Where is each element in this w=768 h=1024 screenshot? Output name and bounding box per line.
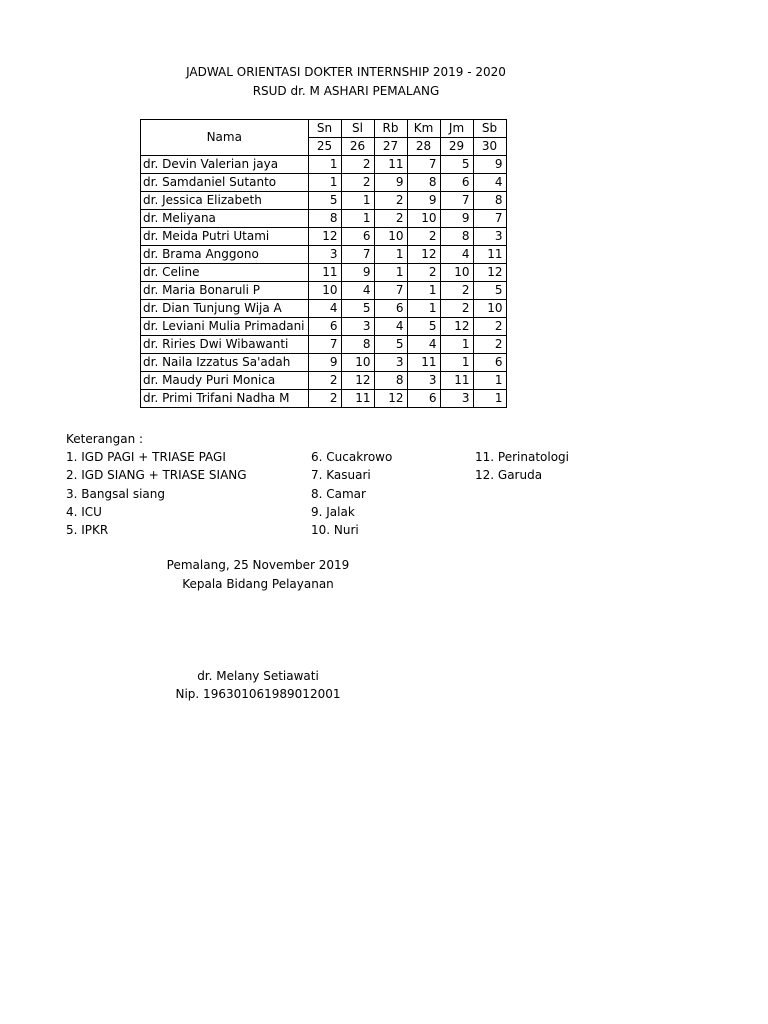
assignment-cell: 3: [374, 354, 407, 372]
assignment-cell: 7: [308, 336, 341, 354]
assignment-cell: 2: [341, 156, 374, 174]
assignment-cell: 12: [308, 228, 341, 246]
day-header: Sl: [341, 120, 374, 138]
assignment-cell: 8: [374, 372, 407, 390]
assignment-cell: 2: [308, 390, 341, 408]
assignment-cell: 7: [473, 210, 506, 228]
day-header: Rb: [374, 120, 407, 138]
assignment-cell: 3: [440, 390, 473, 408]
legend-item: 8. Camar: [311, 487, 366, 501]
assignment-cell: 9: [341, 264, 374, 282]
assignment-cell: 12: [341, 372, 374, 390]
assignment-cell: 4: [473, 174, 506, 192]
legend-title: Keterangan :: [66, 432, 144, 446]
assignment-cell: 2: [407, 264, 440, 282]
assignment-cell: 6: [440, 174, 473, 192]
assignment-cell: 6: [407, 390, 440, 408]
table-row: [141, 156, 507, 174]
table-row: [141, 282, 507, 300]
legend-item: 11. Perinatologi: [475, 450, 569, 464]
assignment-cell: 12: [407, 246, 440, 264]
assignment-cell: 1: [473, 390, 506, 408]
assignment-cell: 8: [308, 210, 341, 228]
date-header: 28: [407, 138, 440, 156]
assignment-cell: 10: [473, 300, 506, 318]
table-row: [141, 210, 507, 228]
assignment-cell: 1: [341, 192, 374, 210]
assignment-cell: 1: [374, 246, 407, 264]
assignment-cell: 2: [440, 282, 473, 300]
assignment-cell: 10: [440, 264, 473, 282]
name-column-header: Nama: [141, 120, 309, 156]
assignment-cell: 2: [341, 174, 374, 192]
assignment-cell: 3: [341, 318, 374, 336]
legend-item: 12. Garuda: [475, 468, 543, 482]
assignment-cell: 4: [407, 336, 440, 354]
assignment-cell: 9: [407, 192, 440, 210]
assignment-cell: 11: [407, 354, 440, 372]
schedule-table-body: [141, 156, 507, 408]
signatory-nip: Nip. 196301061989012001: [175, 687, 341, 701]
assignment-cell: 2: [374, 192, 407, 210]
assignment-cell: 8: [440, 228, 473, 246]
assignment-cell: 12: [473, 264, 506, 282]
assignment-cell: 6: [308, 318, 341, 336]
legend-item: 5. IPKR: [66, 523, 109, 537]
day-header: Sb: [473, 120, 506, 138]
table-row: [141, 318, 507, 336]
assignment-cell: 7: [374, 282, 407, 300]
assignment-cell: 7: [341, 246, 374, 264]
assignment-cell: 8: [473, 192, 506, 210]
table-row: [141, 228, 507, 246]
assignment-cell: 8: [341, 336, 374, 354]
doctor-name-cell: dr. Brama Anggono: [141, 246, 309, 264]
doctor-name-cell: dr. Samdaniel Sutanto: [141, 174, 309, 192]
assignment-cell: 1: [341, 210, 374, 228]
table-header-row-days: [141, 120, 507, 138]
doctor-name-cell: dr. Devin Valerian jaya: [141, 156, 309, 174]
assignment-cell: 11: [341, 390, 374, 408]
assignment-cell: 1: [440, 354, 473, 372]
assignment-cell: 5: [308, 192, 341, 210]
doctor-name-cell: dr. Dian Tunjung Wija A: [141, 300, 309, 318]
assignment-cell: 7: [407, 156, 440, 174]
assignment-cell: 6: [374, 300, 407, 318]
assignment-cell: 3: [473, 228, 506, 246]
day-header: Sn: [308, 120, 341, 138]
doctor-name-cell: dr. Primi Trifani Nadha M: [141, 390, 309, 408]
schedule-table: [140, 119, 507, 408]
assignment-cell: 10: [341, 354, 374, 372]
assignment-cell: 1: [473, 372, 506, 390]
legend-item: 1. IGD PAGI + TRIASE PAGI: [66, 450, 226, 464]
assignment-cell: 5: [374, 336, 407, 354]
assignment-cell: 2: [473, 318, 506, 336]
legend-item: 4. ICU: [66, 505, 102, 519]
legend-item: 6. Cucakrowo: [311, 450, 393, 464]
table-row: [141, 246, 507, 264]
assignment-cell: 2: [440, 300, 473, 318]
doctor-name-cell: dr. Maria Bonaruli P: [141, 282, 309, 300]
assignment-cell: 10: [407, 210, 440, 228]
date-header: 26: [341, 138, 374, 156]
table-row: [141, 192, 507, 210]
assignment-cell: 8: [407, 174, 440, 192]
assignment-cell: 4: [308, 300, 341, 318]
assignment-cell: 2: [407, 228, 440, 246]
assignment-cell: 11: [308, 264, 341, 282]
document-title: JADWAL ORIENTASI DOKTER INTERNSHIP 2019 - 2020: [186, 65, 506, 79]
assignment-cell: 2: [374, 210, 407, 228]
doctor-name-cell: dr. Riries Dwi Wibawanti: [141, 336, 309, 354]
assignment-cell: 1: [407, 282, 440, 300]
assignment-cell: 5: [341, 300, 374, 318]
assignment-cell: 1: [374, 264, 407, 282]
table-row: [141, 264, 507, 282]
assignment-cell: 12: [440, 318, 473, 336]
day-header: Km: [407, 120, 440, 138]
signatory-name: dr. Melany Setiawati: [197, 669, 319, 683]
document-subtitle: RSUD dr. M ASHARI PEMALANG: [252, 84, 440, 98]
table-row: [141, 390, 507, 408]
doctor-name-cell: dr. Leviani Mulia Primadani: [141, 318, 309, 336]
assignment-cell: 1: [308, 156, 341, 174]
assignment-cell: 5: [407, 318, 440, 336]
table-row: [141, 300, 507, 318]
assignment-cell: 10: [308, 282, 341, 300]
assignment-cell: 9: [308, 354, 341, 372]
assignment-cell: 1: [308, 174, 341, 192]
doctor-name-cell: dr. Naila Izzatus Sa'adah: [141, 354, 309, 372]
legend-item: 3. Bangsal siang: [66, 487, 165, 501]
signature-position: Kepala Bidang Pelayanan: [182, 577, 334, 591]
assignment-cell: 3: [407, 372, 440, 390]
assignment-cell: 11: [473, 246, 506, 264]
assignment-cell: 7: [440, 192, 473, 210]
legend-item: 10. Nuri: [311, 523, 359, 537]
date-header: 29: [440, 138, 473, 156]
assignment-cell: 4: [374, 318, 407, 336]
table-row: [141, 372, 507, 390]
assignment-cell: 11: [374, 156, 407, 174]
assignment-cell: 4: [440, 246, 473, 264]
table-row: [141, 174, 507, 192]
table-row: [141, 354, 507, 372]
table-row: [141, 336, 507, 354]
assignment-cell: 9: [374, 174, 407, 192]
assignment-cell: 2: [308, 372, 341, 390]
assignment-cell: 6: [473, 354, 506, 372]
assignment-cell: 4: [341, 282, 374, 300]
assignment-cell: 11: [440, 372, 473, 390]
doctor-name-cell: dr. Jessica Elizabeth: [141, 192, 309, 210]
doctor-name-cell: dr. Meida Putri Utami: [141, 228, 309, 246]
legend-item: 7. Kasuari: [311, 468, 371, 482]
doctor-name-cell: dr. Celine: [141, 264, 309, 282]
assignment-cell: 10: [374, 228, 407, 246]
assignment-cell: 1: [407, 300, 440, 318]
assignment-cell: 1: [440, 336, 473, 354]
date-header: 25: [308, 138, 341, 156]
day-header: Jm: [440, 120, 473, 138]
assignment-cell: 12: [374, 390, 407, 408]
assignment-cell: 9: [473, 156, 506, 174]
legend-item: 2. IGD SIANG + TRIASE SIANG: [66, 468, 247, 482]
assignment-cell: 9: [440, 210, 473, 228]
assignment-cell: 5: [473, 282, 506, 300]
signature-place-date: Pemalang, 25 November 2019: [166, 558, 350, 572]
assignment-cell: 3: [308, 246, 341, 264]
assignment-cell: 2: [473, 336, 506, 354]
doctor-name-cell: dr. Maudy Puri Monica: [141, 372, 309, 390]
date-header: 30: [473, 138, 506, 156]
assignment-cell: 6: [341, 228, 374, 246]
legend-item: 9. Jalak: [311, 505, 355, 519]
doctor-name-cell: dr. Meliyana: [141, 210, 309, 228]
date-header: 27: [374, 138, 407, 156]
assignment-cell: 5: [440, 156, 473, 174]
